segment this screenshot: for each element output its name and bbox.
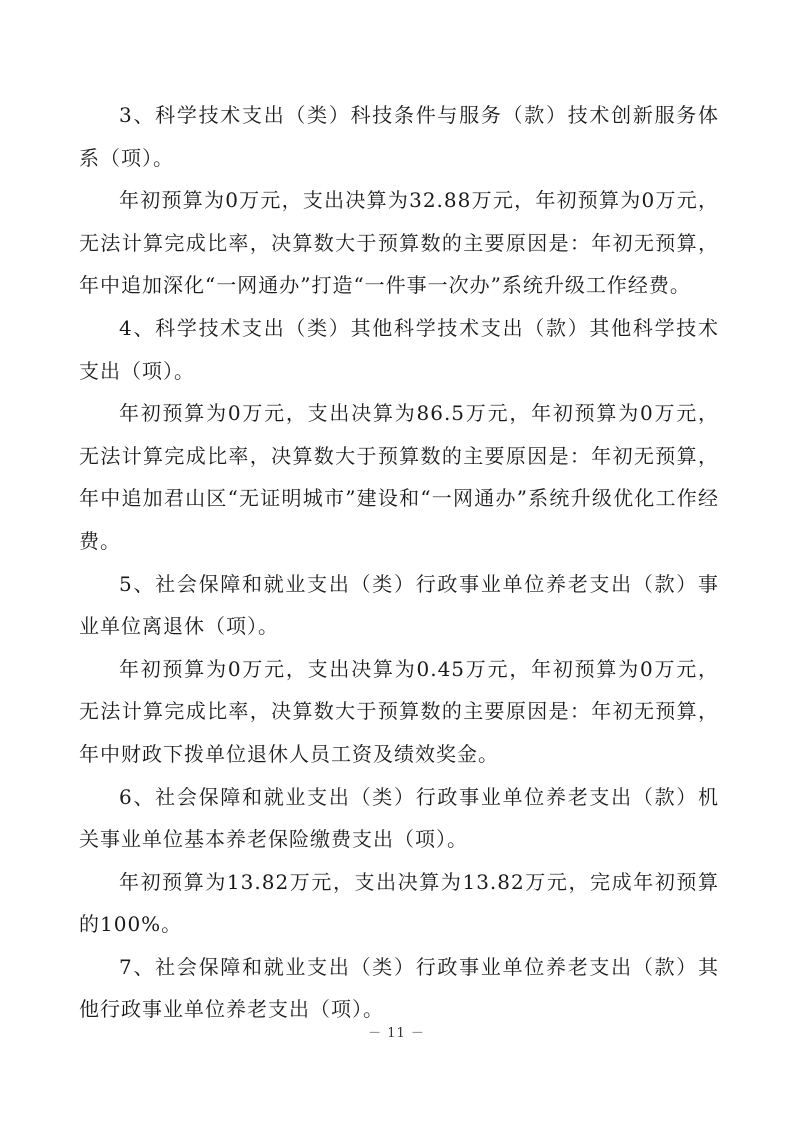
section-heading-6: 6、社会保障和就业支出（类）行政事业单位养老支出（款）机关事业单位基本养老保险缴费支出（项）。 [79, 784, 719, 852]
section-body-3: 年初预算为0万元，支出决算为32.88万元，年初预算为0万元，无法计算完成比率，决算数大于预算数的主要原因是：年初无预算，年中追加深化“一网通办”打造“一件事一次办”系统升级工作经费。 [79, 188, 719, 298]
section-body-6: 年初预算为13.82万元，支出决算为13.82万元，完成年初预算的100%。 [79, 869, 719, 937]
section-heading-3: 3、科学技术支出（类）科技条件与服务（款）技术创新服务体系（项）。 [79, 103, 719, 170]
section-heading-4: 4、科学技术支出（类）其他科学技术支出（款）其他科学技术支出（项）。 [79, 315, 719, 383]
document-body [79, 94, 719, 1031]
section-heading-5: 5、社会保障和就业支出（类）行政事业单位养老支出（款）事业单位离退休（项）。 [79, 571, 719, 639]
section-body-5: 年初预算为0万元，支出决算为0.45万元，年初预算为0万元，无法计算完成比率，决算数大于预算数的主要原因是：年初无预算，年中财政下拨单位退休人员工资及绩效奖金。 [79, 656, 719, 766]
page-number: － 11 － [368, 1026, 425, 1041]
section-body-4: 年初预算为0万元，支出决算为86.5万元，年初预算为0万元，无法计算完成比率，决算数大于预算数的主要原因是：年初无预算，年中追加君山区“无证明城市”建设和“一网通办”系统升级优化工作经费。 [79, 401, 719, 553]
section-heading-7: 7、社会保障和就业支出（类）行政事业单位养老支出（款）其他行政事业单位养老支出（项）。 [79, 954, 719, 1022]
